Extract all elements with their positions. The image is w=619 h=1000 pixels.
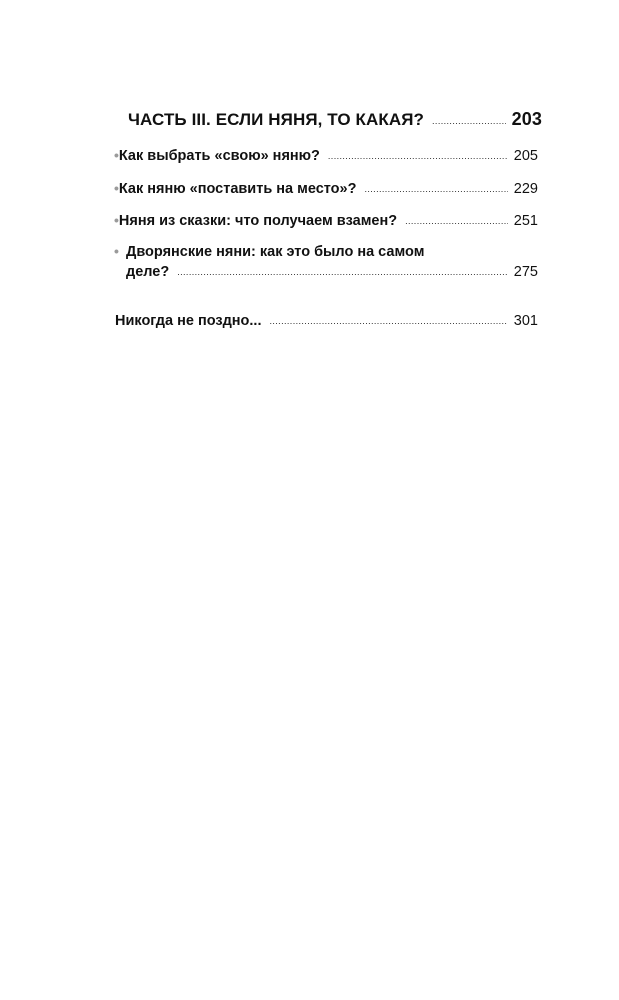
entry-title-line2: деле? <box>126 264 170 280</box>
dot-leader <box>269 316 507 326</box>
bullet-icon: • <box>114 147 119 163</box>
dot-leader <box>177 267 508 277</box>
entry-title: Как выбрать «свою» няню? <box>118 148 320 164</box>
toc-entry <box>114 147 538 164</box>
bullet-icon: • <box>114 212 119 228</box>
bullet-icon: • <box>114 243 119 259</box>
part-title: ЧАСТЬ III. ЕСЛИ НЯНЯ, ТО КАКАЯ? <box>128 110 425 129</box>
entry-title: Няня из сказки: что получаем взамен? <box>118 213 398 229</box>
entry-page-number: 275 <box>513 264 538 280</box>
dot-leader <box>364 184 507 194</box>
entry-page-number: 251 <box>513 213 538 229</box>
entry-page-number: 205 <box>513 148 538 164</box>
toc-entry <box>114 212 538 229</box>
toc-entry <box>114 180 538 197</box>
toc-entry <box>114 243 538 260</box>
final-title: Никогда не поздно... <box>115 313 262 329</box>
dot-leader <box>328 151 508 161</box>
dot-leader <box>432 116 506 126</box>
dot-leader <box>405 216 508 226</box>
part-page-number: 203 <box>511 109 542 129</box>
toc-entry-continuation <box>126 264 538 280</box>
entry-title: Как няню «поставить на место»? <box>118 181 357 197</box>
final-page-number: 301 <box>513 313 538 329</box>
entry-page-number: 229 <box>513 181 538 197</box>
toc-part-heading <box>128 109 542 130</box>
bullet-icon: • <box>114 180 119 196</box>
toc-final-entry <box>115 313 538 329</box>
entry-title-line1: Дворянские няни: как это было на самом <box>126 244 425 260</box>
